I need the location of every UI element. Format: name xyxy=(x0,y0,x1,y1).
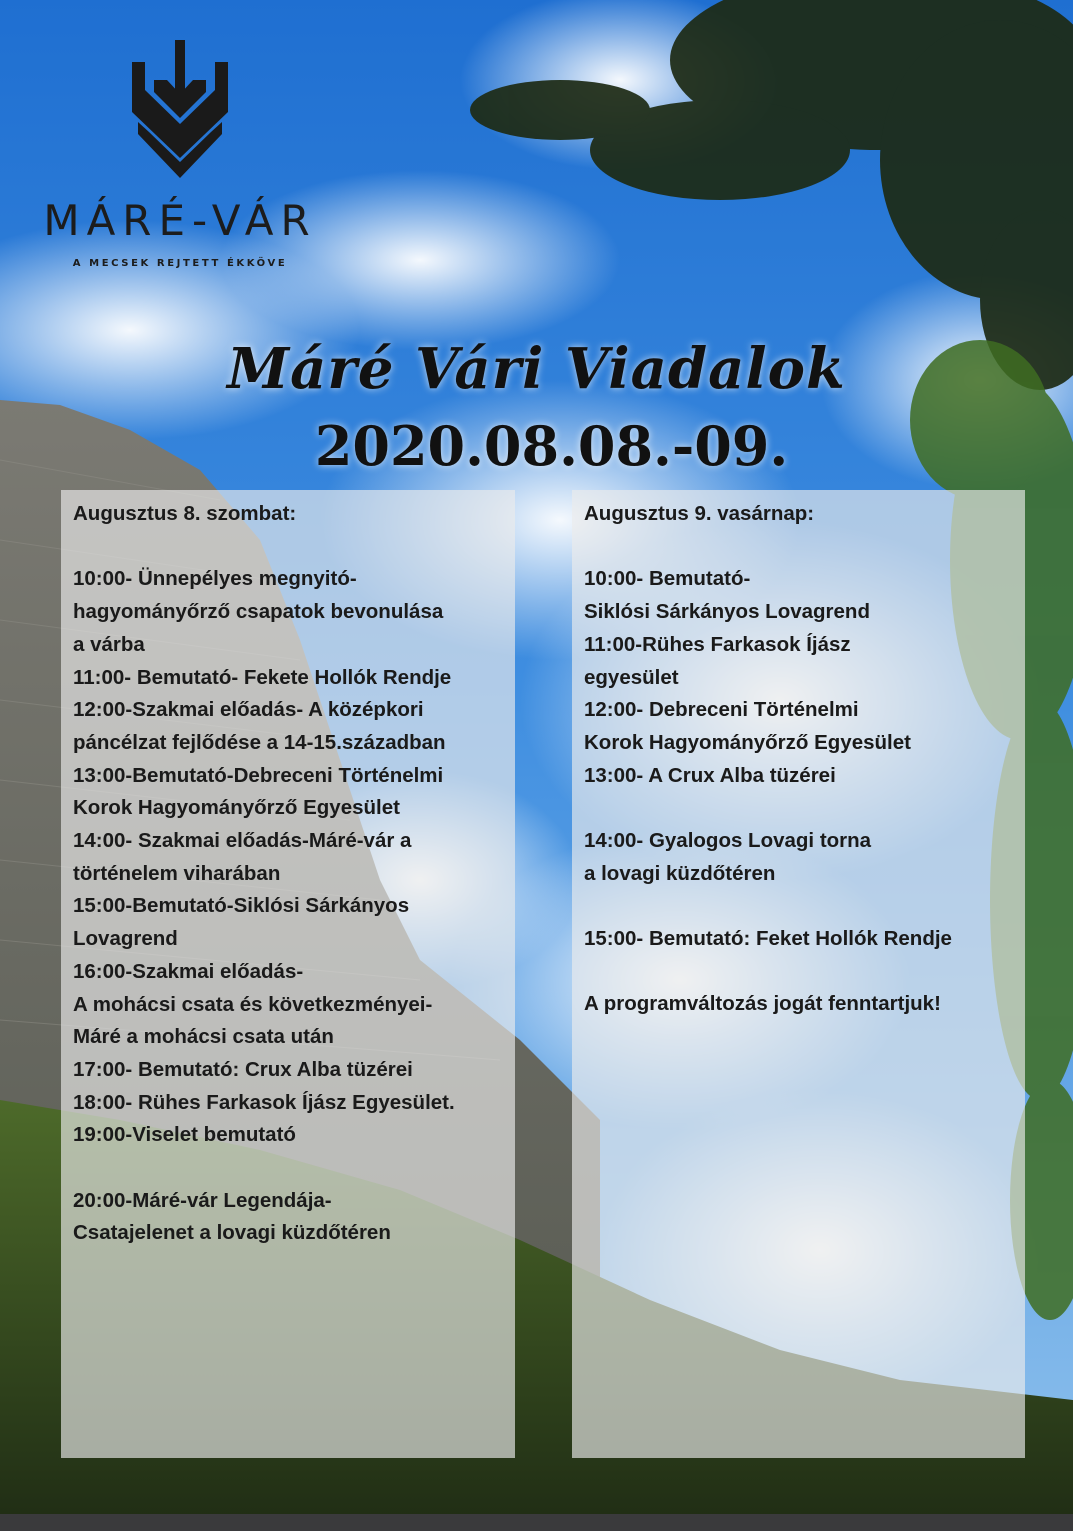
castle-crest-icon xyxy=(132,40,228,180)
day2-line xyxy=(584,531,1015,564)
day1-line: 15:00-Bemutató-Siklósi Sárkányos xyxy=(73,894,410,918)
day2-line: 11:00-Rühes Farkasok Íjász xyxy=(584,632,851,656)
day2-line: A programváltozás jogát fenntartjuk! xyxy=(584,992,941,1016)
day1-line: 19:00-Viselet bemutató xyxy=(73,1123,296,1147)
bottom-bar xyxy=(0,1514,1073,1531)
day2-line: 14:00- Gyalogos Lovagi torna xyxy=(584,829,872,852)
day2-line: 12:00- Debreceni Történelmi xyxy=(584,698,859,722)
day1-line: 13:00-Bemutató-Debreceni Történelmi xyxy=(73,763,444,787)
day1-line: Csatajelenet a lovagi küzdőtéren xyxy=(73,1221,391,1245)
day1-line: 12:00-Szakmai előadás- A középkori xyxy=(73,698,424,722)
day2-line: egyesület xyxy=(584,665,679,689)
day1-line: 16:00-Szakmai előadás- xyxy=(73,959,304,983)
schedule-panel-day2 xyxy=(572,490,1025,1458)
day1-line: Korok Hagyományőrző Egyesület xyxy=(73,796,400,820)
day1-line: a várba xyxy=(73,632,145,656)
day1-line: 10:00- Ünnepélyes megnyitó- xyxy=(73,567,357,591)
brand-tagline: A MECSEK REJTETT ÉKKÖVE xyxy=(72,258,288,269)
day1-line xyxy=(73,531,505,564)
day2-line: Siklósi Sárkányos Lovagrend xyxy=(584,600,870,624)
day1-line: 14:00- Szakmai előadás-Máré-vár a xyxy=(73,829,412,853)
day1-line: 20:00-Máré-vár Legendája- xyxy=(73,1188,332,1212)
day2-line xyxy=(584,956,1015,989)
day2-program-list xyxy=(584,531,1015,1021)
day1-heading: Augusztus 8. szombat: xyxy=(73,502,297,525)
day2-heading: Augusztus 9. vasárnap: xyxy=(584,502,815,525)
day2-line: Korok Hagyományőrző Egyesület xyxy=(584,730,911,754)
day1-line: hagyományőrző csapatok bevonulása xyxy=(73,600,444,624)
day2-line: 10:00- Bemutató- xyxy=(584,567,751,591)
day1-line: Lovagrend xyxy=(73,927,178,951)
day1-line: 11:00- Bemutató- Fekete Hollók Rendje xyxy=(73,665,452,689)
day2-line: 15:00- Bemutató: Feket Hollók Rendje xyxy=(584,927,952,951)
schedule-panel-day1 xyxy=(61,490,515,1458)
day1-line: 17:00- Bemutató: Crux Alba tüzérei xyxy=(73,1057,413,1081)
day2-line xyxy=(584,890,1015,923)
day1-line: Máré a mohácsi csata után xyxy=(73,1025,334,1049)
day1-program-list xyxy=(73,531,505,1250)
day2-line xyxy=(584,792,1015,825)
day1-line: A mohácsi csata és következményei- xyxy=(73,992,433,1016)
event-title: Máré Vári Viadalok xyxy=(227,336,846,402)
event-date: 2020.08.08.-09. xyxy=(314,414,789,478)
brand-name: MÁRÉ-VÁR xyxy=(43,196,317,245)
day1-line xyxy=(73,1152,505,1185)
day2-line: a lovagi küzdőtéren xyxy=(584,861,776,885)
day1-line: 18:00- Rühes Farkasok Íjász Egyesület. xyxy=(73,1090,455,1114)
day1-line: páncélzat fejlődése a 14-15.században xyxy=(73,730,446,754)
brand-logo xyxy=(20,40,340,300)
day2-line: 13:00- A Crux Alba tüzérei xyxy=(584,763,836,787)
day1-line: történelem viharában xyxy=(73,861,281,885)
